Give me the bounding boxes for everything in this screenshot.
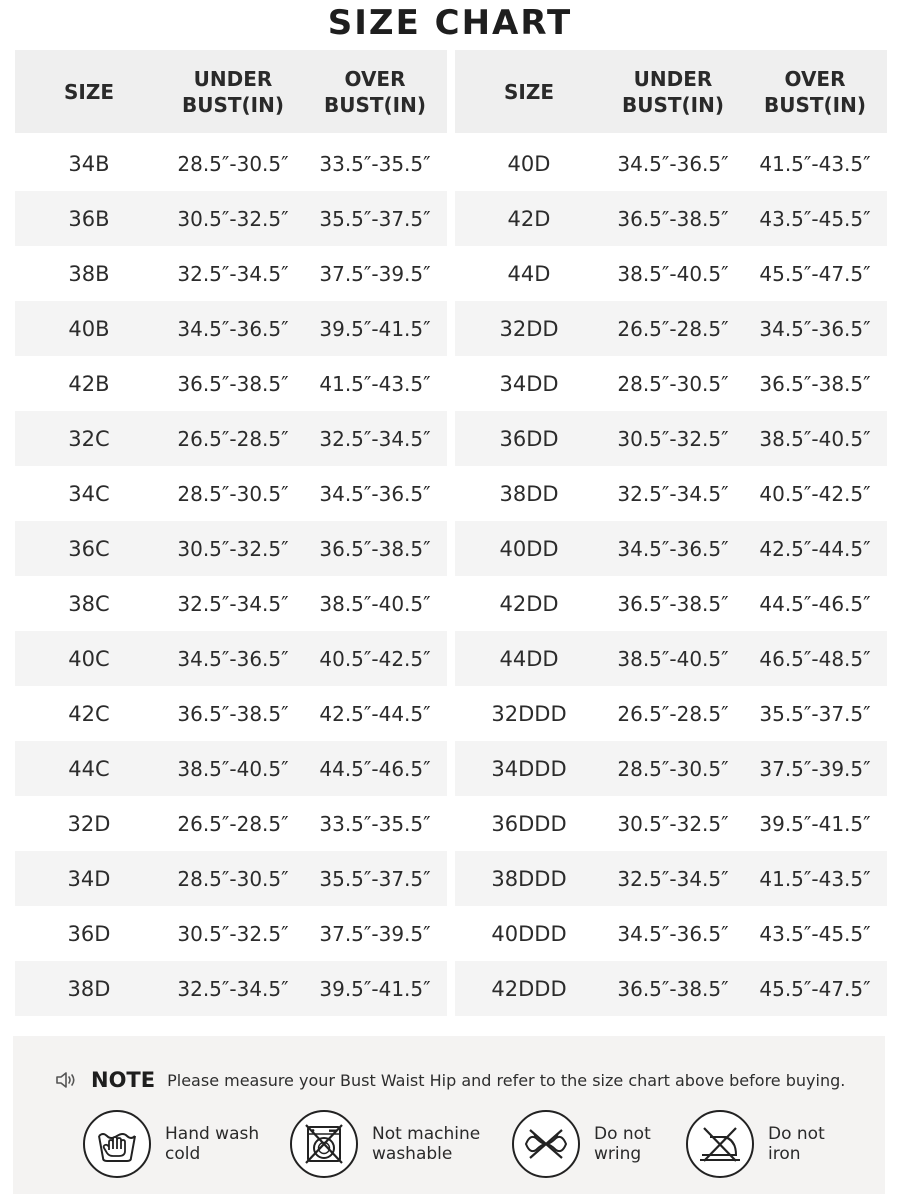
under-bust-cell: 36.5″-38.5″ bbox=[177, 371, 289, 396]
table-row bbox=[15, 246, 447, 301]
table-row bbox=[455, 521, 887, 576]
table-row bbox=[15, 741, 447, 796]
table-row bbox=[455, 356, 887, 411]
under-bust-cell: 38.5″-40.5″ bbox=[177, 756, 289, 781]
table-row bbox=[15, 631, 447, 686]
under-bust-cell: 28.5″-30.5″ bbox=[617, 756, 729, 781]
over-bust-cell: 39.5″-41.5″ bbox=[759, 811, 871, 836]
under-bust-cell: 34.5″-36.5″ bbox=[617, 536, 729, 561]
size-cell: 38B bbox=[68, 261, 110, 286]
table-row bbox=[455, 961, 887, 1016]
table-row bbox=[455, 246, 887, 301]
size-cell: 32D bbox=[67, 811, 111, 836]
under-bust-cell: 36.5″-38.5″ bbox=[617, 206, 729, 231]
over-bust-cell: 38.5″-40.5″ bbox=[759, 426, 871, 451]
over-bust-cell: 33.5″-35.5″ bbox=[319, 811, 431, 836]
table-row bbox=[15, 136, 447, 191]
size-cell: 42C bbox=[68, 701, 110, 726]
size-cell: 40DDD bbox=[491, 921, 567, 946]
do-not-wring-icon bbox=[512, 1110, 580, 1178]
under-bust-cell: 32.5″-34.5″ bbox=[617, 866, 729, 891]
table-row bbox=[455, 631, 887, 686]
size-cell: 42DDD bbox=[491, 976, 567, 1001]
over-bust-cell: 42.5″-44.5″ bbox=[759, 536, 871, 561]
table-row bbox=[15, 851, 447, 906]
table-row bbox=[455, 796, 887, 851]
table-row bbox=[15, 906, 447, 961]
size-cell: 38DDD bbox=[491, 866, 567, 891]
table-row bbox=[455, 906, 887, 961]
header-over-line2: BUST(IN) bbox=[324, 92, 426, 117]
under-bust-cell: 28.5″-30.5″ bbox=[177, 151, 289, 176]
under-bust-cell: 32.5″-34.5″ bbox=[177, 976, 289, 1001]
size-cell: 36B bbox=[68, 206, 110, 231]
header-over-bust bbox=[743, 66, 887, 118]
over-bust-cell: 37.5″-39.5″ bbox=[319, 261, 431, 286]
size-cell: 40B bbox=[68, 316, 110, 341]
size-table-right bbox=[455, 50, 887, 1016]
table-body-right bbox=[455, 136, 887, 1016]
care-label: Hand wash cold bbox=[165, 1124, 260, 1164]
table-row bbox=[15, 961, 447, 1016]
over-bust-cell: 45.5″-47.5″ bbox=[759, 261, 871, 286]
table-row bbox=[455, 686, 887, 741]
under-bust-cell: 26.5″-28.5″ bbox=[177, 426, 289, 451]
size-cell: 44D bbox=[507, 261, 551, 286]
header-over-bust bbox=[303, 66, 447, 118]
size-cell: 36C bbox=[68, 536, 110, 561]
over-bust-cell: 39.5″-41.5″ bbox=[319, 316, 431, 341]
size-cell: 36D bbox=[67, 921, 111, 946]
under-bust-cell: 26.5″-28.5″ bbox=[617, 316, 729, 341]
under-bust-cell: 36.5″-38.5″ bbox=[617, 976, 729, 1001]
size-table-left bbox=[15, 50, 447, 1016]
header-under-line1: UNDER bbox=[633, 66, 713, 91]
table-row bbox=[15, 686, 447, 741]
table-row bbox=[15, 191, 447, 246]
under-bust-cell: 28.5″-30.5″ bbox=[177, 866, 289, 891]
over-bust-cell: 35.5″-37.5″ bbox=[759, 701, 871, 726]
size-cell: 44DD bbox=[499, 646, 559, 671]
size-cell: 42DD bbox=[499, 591, 559, 616]
do-not-iron-icon bbox=[686, 1110, 754, 1178]
under-bust-cell: 26.5″-28.5″ bbox=[617, 701, 729, 726]
over-bust-cell: 37.5″-39.5″ bbox=[759, 756, 871, 781]
size-cell: 42D bbox=[507, 206, 551, 231]
size-cell: 34C bbox=[68, 481, 110, 506]
size-cell: 34D bbox=[67, 866, 111, 891]
over-bust-cell: 35.5″-37.5″ bbox=[319, 866, 431, 891]
table-header bbox=[455, 50, 887, 133]
under-bust-cell: 34.5″-36.5″ bbox=[617, 151, 729, 176]
size-cell: 40D bbox=[507, 151, 551, 176]
no-machine-wash-icon bbox=[290, 1110, 358, 1178]
table-row bbox=[455, 466, 887, 521]
table-row bbox=[455, 741, 887, 796]
under-bust-cell: 32.5″-34.5″ bbox=[617, 481, 729, 506]
size-cell: 40DD bbox=[499, 536, 559, 561]
under-bust-cell: 38.5″-40.5″ bbox=[617, 261, 729, 286]
table-row bbox=[15, 521, 447, 576]
care-label: Do not wring bbox=[594, 1124, 651, 1164]
under-bust-cell: 30.5″-32.5″ bbox=[177, 921, 289, 946]
table-row bbox=[455, 851, 887, 906]
care-item-no-machine-wash bbox=[290, 1110, 502, 1178]
over-bust-cell: 41.5″-43.5″ bbox=[759, 866, 871, 891]
header-under-line2: BUST(IN) bbox=[182, 92, 284, 117]
header-under-bust bbox=[163, 66, 303, 118]
under-bust-cell: 30.5″-32.5″ bbox=[177, 536, 289, 561]
over-bust-cell: 41.5″-43.5″ bbox=[759, 151, 871, 176]
size-cell: 42B bbox=[68, 371, 110, 396]
under-bust-cell: 28.5″-30.5″ bbox=[617, 371, 729, 396]
table-row bbox=[15, 356, 447, 411]
over-bust-cell: 33.5″-35.5″ bbox=[319, 151, 431, 176]
table-row bbox=[455, 136, 887, 191]
note-panel bbox=[13, 1036, 885, 1194]
header-size: SIZE bbox=[63, 79, 114, 104]
header-over-line2: BUST(IN) bbox=[764, 92, 866, 117]
size-cell: 34DDD bbox=[491, 756, 567, 781]
size-cell: 32DDD bbox=[491, 701, 567, 726]
over-bust-cell: 42.5″-44.5″ bbox=[319, 701, 431, 726]
table-row bbox=[15, 411, 447, 466]
over-bust-cell: 34.5″-36.5″ bbox=[319, 481, 431, 506]
over-bust-cell: 46.5″-48.5″ bbox=[759, 646, 871, 671]
under-bust-cell: 26.5″-28.5″ bbox=[177, 811, 289, 836]
over-bust-cell: 40.5″-42.5″ bbox=[759, 481, 871, 506]
table-row bbox=[455, 411, 887, 466]
size-cell: 36DD bbox=[499, 426, 559, 451]
size-cell: 36DDD bbox=[491, 811, 567, 836]
speaker-icon bbox=[55, 1070, 79, 1090]
over-bust-cell: 40.5″-42.5″ bbox=[319, 646, 431, 671]
size-cell: 38D bbox=[67, 976, 111, 1001]
over-bust-cell: 34.5″-36.5″ bbox=[759, 316, 871, 341]
under-bust-cell: 38.5″-40.5″ bbox=[617, 646, 729, 671]
under-bust-cell: 36.5″-38.5″ bbox=[617, 591, 729, 616]
care-item-do-not-iron bbox=[686, 1110, 898, 1178]
over-bust-cell: 35.5″-37.5″ bbox=[319, 206, 431, 231]
size-cell: 38DD bbox=[499, 481, 559, 506]
over-bust-cell: 32.5″-34.5″ bbox=[319, 426, 431, 451]
header-over-line1: OVER bbox=[784, 66, 846, 91]
under-bust-cell: 32.5″-34.5″ bbox=[177, 261, 289, 286]
under-bust-cell: 34.5″-36.5″ bbox=[617, 921, 729, 946]
hand-wash-icon bbox=[83, 1110, 151, 1178]
over-bust-cell: 44.5″-46.5″ bbox=[759, 591, 871, 616]
care-item-hand-wash bbox=[83, 1110, 295, 1178]
table-row bbox=[15, 301, 447, 356]
under-bust-cell: 32.5″-34.5″ bbox=[177, 591, 289, 616]
over-bust-cell: 43.5″-45.5″ bbox=[759, 921, 871, 946]
table-row bbox=[455, 301, 887, 356]
header-size: SIZE bbox=[503, 79, 554, 104]
size-cell: 32C bbox=[68, 426, 110, 451]
note-text: Please measure your Bust Waist Hip and refer to the size chart above before buying. bbox=[167, 1070, 846, 1090]
table-row bbox=[455, 576, 887, 631]
under-bust-cell: 30.5″-32.5″ bbox=[177, 206, 289, 231]
page-title: SIZE CHART bbox=[327, 3, 573, 43]
header-over-line1: OVER bbox=[344, 66, 406, 91]
table-row bbox=[455, 191, 887, 246]
size-cell: 32DD bbox=[499, 316, 559, 341]
over-bust-cell: 45.5″-47.5″ bbox=[759, 976, 871, 1001]
under-bust-cell: 36.5″-38.5″ bbox=[177, 701, 289, 726]
over-bust-cell: 38.5″-40.5″ bbox=[319, 591, 431, 616]
under-bust-cell: 34.5″-36.5″ bbox=[177, 316, 289, 341]
size-cell: 38C bbox=[68, 591, 110, 616]
header-under-line1: UNDER bbox=[193, 66, 273, 91]
over-bust-cell: 36.5″-38.5″ bbox=[759, 371, 871, 396]
under-bust-cell: 30.5″-32.5″ bbox=[617, 811, 729, 836]
size-cell: 34B bbox=[68, 151, 110, 176]
note-line bbox=[55, 1068, 845, 1092]
under-bust-cell: 34.5″-36.5″ bbox=[177, 646, 289, 671]
care-label: Do not iron bbox=[768, 1124, 825, 1164]
under-bust-cell: 28.5″-30.5″ bbox=[177, 481, 289, 506]
table-row bbox=[15, 796, 447, 851]
size-cell: 40C bbox=[68, 646, 110, 671]
over-bust-cell: 36.5″-38.5″ bbox=[319, 536, 431, 561]
over-bust-cell: 43.5″-45.5″ bbox=[759, 206, 871, 231]
over-bust-cell: 39.5″-41.5″ bbox=[319, 976, 431, 1001]
header-under-bust bbox=[603, 66, 743, 118]
size-cell: 34DD bbox=[499, 371, 559, 396]
table-row bbox=[15, 576, 447, 631]
header-under-line2: BUST(IN) bbox=[622, 92, 724, 117]
table-header bbox=[15, 50, 447, 133]
under-bust-cell: 30.5″-32.5″ bbox=[617, 426, 729, 451]
over-bust-cell: 44.5″-46.5″ bbox=[319, 756, 431, 781]
table-body-left bbox=[15, 136, 447, 1016]
size-cell: 44C bbox=[68, 756, 110, 781]
care-label: Not machine washable bbox=[372, 1124, 481, 1164]
note-label: NOTE bbox=[91, 1068, 156, 1092]
over-bust-cell: 37.5″-39.5″ bbox=[319, 921, 431, 946]
table-row bbox=[15, 466, 447, 521]
over-bust-cell: 41.5″-43.5″ bbox=[319, 371, 431, 396]
